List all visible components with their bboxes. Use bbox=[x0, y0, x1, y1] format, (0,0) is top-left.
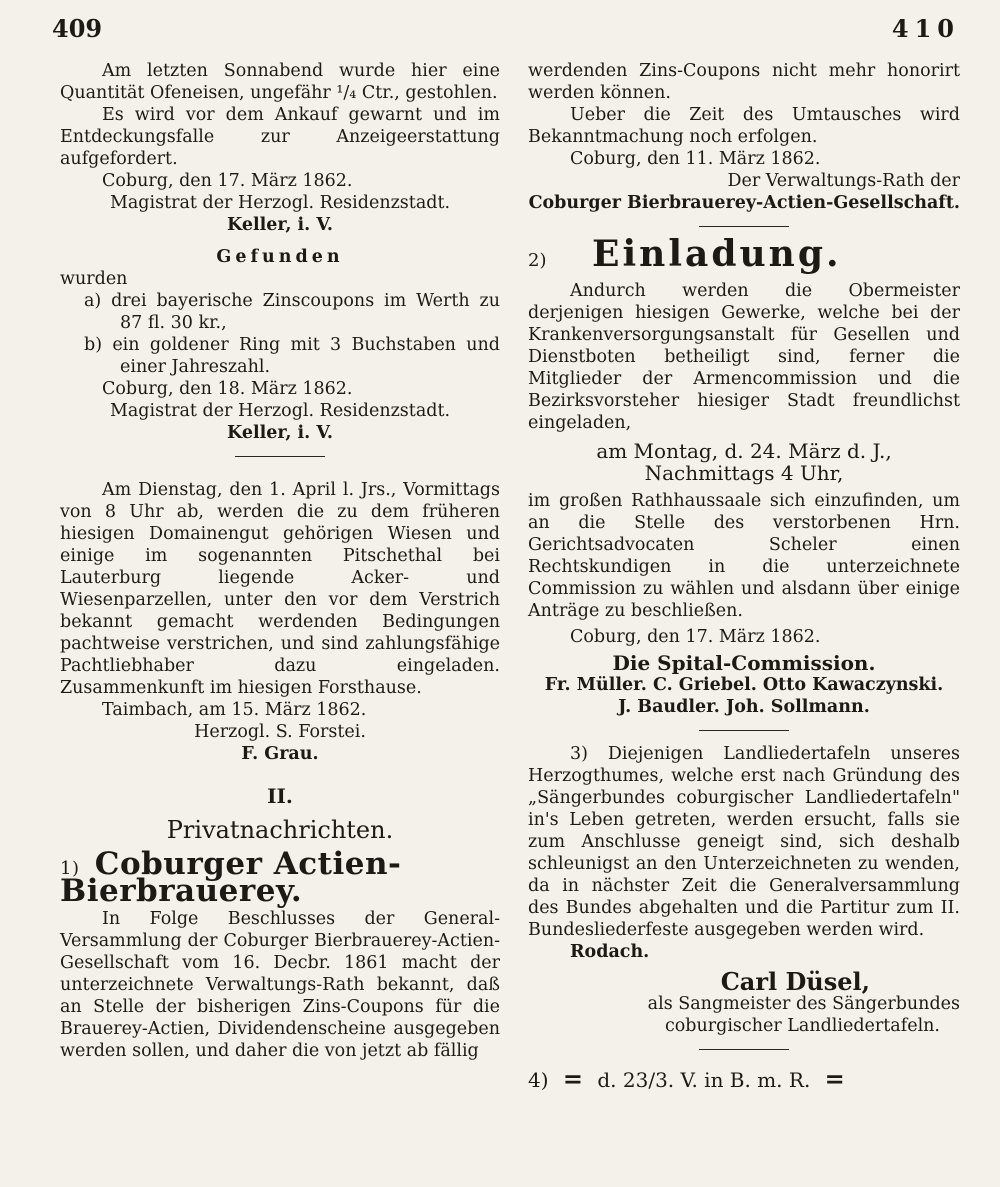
notice-number: 1) bbox=[60, 858, 80, 879]
heading-text: Einladung. bbox=[592, 233, 842, 275]
notice-body: Am letzten Sonnabend wurde hier eine Quantität Ofeneisen, ungefähr ¹/₄ Ctr., gestohlen. bbox=[60, 61, 500, 103]
page-number-right: 410 bbox=[891, 14, 960, 43]
section-number: II. bbox=[267, 784, 293, 808]
notice-body: Andurch werden die Obermeister derjenigen hiesigen Gewerke, welche bei der Krankenversorgungsanstalt für Gesellen und Dienstboten betheiligt sind, ferner die Mitglieder der Armencommission und die Bezirksvorsteher hiesiger Stadt freundlichst eingeladen, bbox=[528, 281, 960, 433]
notice-brewery-continued bbox=[528, 60, 960, 214]
notice-body: 3) Diejenigen Landliedertafeln unseres Herzogthumes, welche erst nach Gründung des „Sängerbundes coburgischer Landliedertafeln" in's Leben getreten, werden ersucht, falls sie zum Anschlusse geneigt sind, sich deshalb schleunigst an den Unterzeichneten zu wenden, da in nächster Zeit die Generalversammlung des Bundes abgehalten und die Partitur zum II. Bundesliederfeste ausgegeben werden wird. bbox=[528, 744, 960, 940]
notice-authority: Der Verwaltungs-Rath der bbox=[727, 171, 960, 191]
meeting-time: Nachmittags 4 Uhr, bbox=[644, 461, 844, 485]
notice-signer: Keller, i. V. bbox=[227, 215, 333, 235]
section-title: Privatnachrichten. bbox=[166, 816, 394, 844]
signer-role-1: als Sangmeister des Sängerbundes bbox=[647, 994, 960, 1014]
coded-text: d. 23/3. V. in B. m. R. bbox=[597, 1068, 811, 1092]
notice-authority: Herzogl. S. Forstei. bbox=[194, 722, 366, 742]
divider bbox=[699, 226, 789, 227]
notice-meadow-lease bbox=[60, 479, 500, 765]
signer-names-1: Fr. Müller. C. Griebel. Otto Kawaczynski. bbox=[544, 675, 944, 695]
notice-authority: Magistrat der Herzogl. Residenzstadt. bbox=[109, 193, 451, 213]
notice-singers bbox=[528, 743, 960, 1037]
equals-mark-left: = bbox=[562, 1064, 583, 1093]
notice-date: Coburg, den 17. März 1862. bbox=[102, 171, 353, 191]
found-item-a: a) drei bayerische Zinscoupons im Werth zu 87 fl. 30 kr., bbox=[84, 291, 500, 333]
found-item-b: b) ein goldener Ring mit 3 Buchstaben und einer Jahreszahl. bbox=[84, 335, 500, 377]
notice-number: 4) bbox=[528, 1068, 549, 1092]
signer-role-2: coburgischer Landliedertafeln. bbox=[664, 1016, 940, 1036]
right-column bbox=[528, 60, 960, 1091]
notice-body: Am Dienstag, den 1. April l. Jrs., Vormittags von 8 Uhr ab, werden die zu dem früheren hiesigen Domainengut gehörigen Wiesen und einige im sogenannten Pitschethal bei Lauterburg liegende Acker- und Wiesenparzellen, unter den vor dem Verstrich bekannt gemacht werdenden Bedingungen pachtweise verstrichen, und sind zahlungsfähige Pachtliebhaber dazu eingeladen. Zusammenkunft im hiesigen Forsthause. bbox=[60, 480, 500, 698]
brewery-heading bbox=[60, 846, 500, 909]
notice-warning: Es wird vor dem Ankauf gewarnt und im Entdeckungsfalle zur Anzeigeerstattung aufgefordert. bbox=[60, 105, 500, 169]
notice-invitation bbox=[528, 233, 960, 718]
notice-authority-name: Coburger Bierbrauerey-Actien-Gesellschaft. bbox=[528, 193, 960, 213]
notice-authority: Magistrat der Herzogl. Residenzstadt. bbox=[109, 401, 451, 421]
invitation-heading bbox=[528, 233, 960, 275]
notice-stolen-iron bbox=[60, 60, 500, 236]
meeting-date: am Montag, d. 24. März d. J., bbox=[596, 439, 892, 463]
notice-body-2: im großen Rathhaussaale sich einzufinden, um an die Stelle des verstorbenen Hrn. Gerichtsadvocaten Scheler einen Rechtskundigen in die unterzeichnete Commission zu wählen und alsdann über einige Anträge zu beschließen. bbox=[528, 491, 960, 621]
heading-text: Coburger Actien-Bierbrauerey. bbox=[60, 846, 402, 909]
page-number-left: 409 bbox=[52, 14, 103, 43]
notice-body: werdenden Zins-Coupons nicht mehr honorirt werden können. bbox=[528, 61, 960, 103]
notice-place: Rodach. bbox=[570, 942, 650, 962]
notice-date: Coburg, den 11. März 1862. bbox=[570, 149, 821, 169]
divider bbox=[699, 730, 789, 731]
notice-signer: Carl Düsel, bbox=[720, 967, 870, 996]
notice-date: Coburg, den 18. März 1862. bbox=[102, 379, 353, 399]
notice-authority: Die Spital-Commission. bbox=[612, 651, 876, 675]
divider bbox=[699, 1049, 789, 1050]
notice-signer: F. Grau. bbox=[241, 744, 319, 764]
notice-heading: Gefunden bbox=[216, 247, 344, 267]
left-column bbox=[60, 60, 500, 1062]
notice-number: 2) bbox=[528, 250, 547, 271]
notice-body: In Folge Beschlusses der General-Versammlung der Coburger Bierbrauerey-Actien-Gesellschaft vom 16. Decbr. 1861 macht der unterzeichnete Verwaltungs-Rath bekannt, daß an Stelle der bisherigen Zins-Coupons für die Brauerey-Actien, Dividendenscheine ausgegeben werden sollen, und daher die von jetzt ab fällig bbox=[60, 909, 500, 1061]
divider bbox=[235, 456, 325, 457]
notice-date: Coburg, den 17. März 1862. bbox=[570, 627, 821, 647]
notice-intro: wurden bbox=[60, 269, 128, 289]
notice-signer: Keller, i. V. bbox=[227, 423, 333, 443]
notice-found bbox=[60, 246, 500, 444]
notice-date: Taimbach, am 15. März 1862. bbox=[102, 700, 367, 720]
notice-note: Ueber die Zeit des Umtausches wird Bekanntmachung noch erfolgen. bbox=[528, 105, 960, 147]
signer-names-2: J. Baudler. Joh. Sollmann. bbox=[618, 697, 870, 717]
notice-brewery bbox=[60, 846, 500, 1062]
equals-mark-right: = bbox=[824, 1064, 845, 1093]
notice-coded bbox=[528, 1064, 960, 1093]
